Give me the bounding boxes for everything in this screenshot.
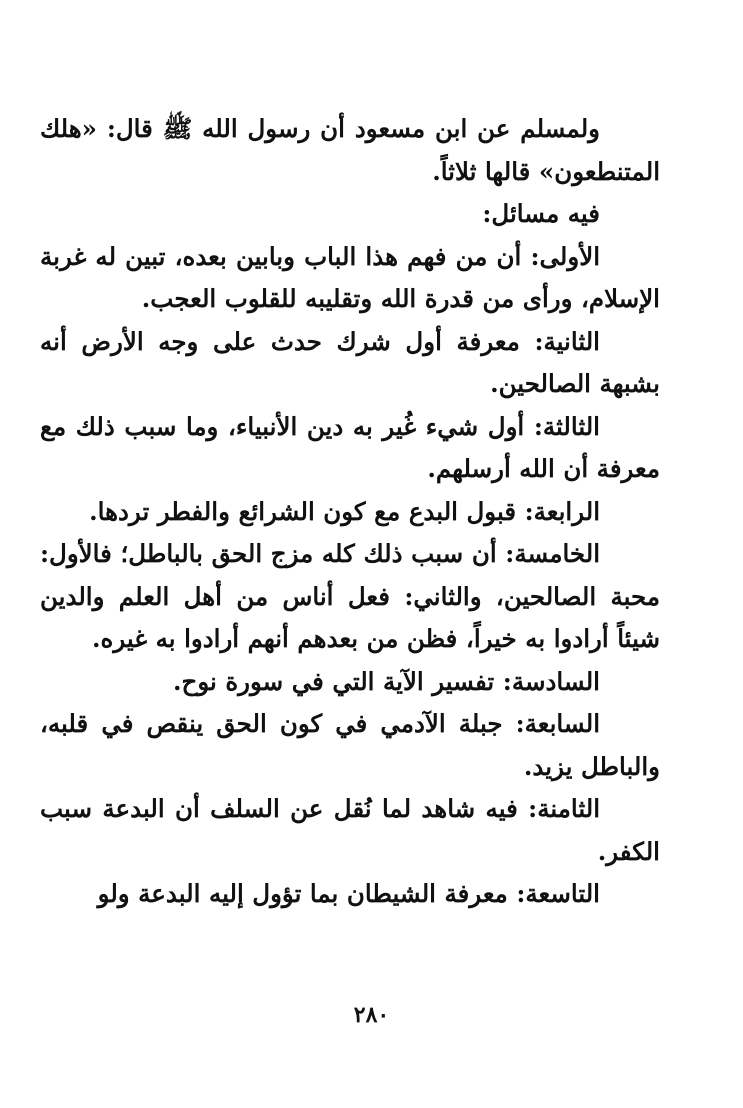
paragraph-issues-heading: فيه مسائل:	[482, 199, 600, 228]
paragraph-issue-3: الثالثة: أول شيء غُير به دين الأنبياء، وما سبب ذلك مع معرفة أن الله أرسلهم.	[40, 411, 660, 483]
page-number: ٢٨٠	[353, 1002, 390, 1028]
paragraph-issue-1: الأولى: أن من فهم هذا الباب وبابين بعده، تبين له غربة الإسلام، ورأى من قدرة الله وتقليبه للقلوب العجب.	[40, 241, 660, 313]
paragraph-issue-5: الخامسة: أن سبب ذلك كله مزج الحق بالباطل؛ فالأول: محبة الصالحين، والثاني: فعل أناس من أهل العلم والدين شيئاً أرادوا به خيراً، فظن من بعدهم أنهم أرادوا به غيره.	[40, 539, 660, 653]
paragraph-issue-6: السادسة: تفسير الآية التي في سورة نوح.	[173, 666, 600, 696]
paragraph-issue-8: الثامنة: فيه شاهد لما نُقل عن السلف أن البدعة سبب الكفر.	[40, 794, 660, 866]
page-body	[40, 108, 660, 916]
paragraph-issue-4: الرابعة: قبول البدع مع كون الشرائع والفطر تردها.	[89, 496, 600, 526]
paragraph-hadith: ولمسلم عن ابن مسعود أن رسول الله ﷺ قال: «هلك المتنطعون» قالها ثلاثاً.	[40, 114, 660, 186]
paragraph-issue-9: التاسعة: معرفة الشيطان بما تؤول إليه البدعة ولو	[97, 879, 600, 908]
paragraph-issue-7: السابعة: جبلة الآدمي في كون الحق ينقص في قلبه، والباطل يزيد.	[40, 709, 660, 781]
paragraph-issue-2: الثانية: معرفة أول شرك حدث على وجه الأرض أنه بشبهة الصالحين.	[40, 326, 660, 398]
